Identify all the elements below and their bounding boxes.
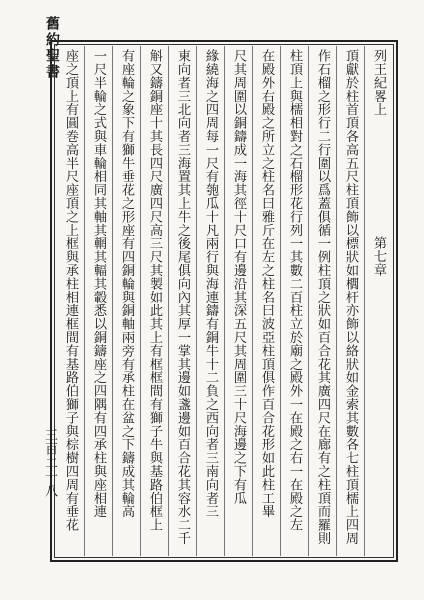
text-column: 柱頂上與檽相對之石榴形花行列一其數二百柱立於廟之殿外一在殿之右一在殿之左 [280, 46, 308, 556]
text-column: 東向者三北向者三海置其上牛之後尾俱向內其厚一掌其邊如盞邊如百合花其容水二千 [168, 46, 196, 556]
page-number: 三百二十八 [42, 428, 57, 498]
header-column [364, 46, 392, 556]
text-columns [56, 46, 392, 556]
text-column: 尺其周圍以銅鑄成一海其徑十尺口有邊沿其深五尺其周圍三十尺海邊之下有瓜 [224, 46, 252, 556]
text-column: 緣繞海之四周每一尺有匏瓜十凡兩行與海連鑄有銅牛十二負之西向者三南向者三 [196, 46, 224, 556]
text-column: 在殿外右殿之所立之柱名曰雅斤在左之柱名曰波亞柱頂俱作百合花形如此柱工畢 [252, 46, 280, 556]
text-column: 有座輪之象下有獅牛垂花之形座有四銅輪與銅軸兩旁有承柱在盆之下鑄成其輪高 [112, 46, 140, 556]
text-column: 座之頂上有圓巻高半尺座頂之上框與承柱相連框間有基路伯獅子與棕樹四周有垂花 [63, 49, 78, 532]
text-column: 一尺半輪之式與車輪相同其軸其輞其輻其轂悉以銅鑄座之四隅有四承柱與座相連 [84, 46, 112, 556]
text-column: 斛又鑄銅座十其長四尺廣四尺高三尺其製如此其上有框框間有獅子牛與基路伯框上 [140, 46, 168, 556]
book-name: 列王紀畧上 [371, 49, 386, 116]
book-title-banxin: 舊約聖書 [44, 16, 60, 80]
text-column: 作石榴之形行二行圍以爲蓋俱循一例柱頂之狀如百合花其廣四尺在廊有之柱頂而羅則 [308, 46, 336, 556]
chapter-label: 第七章 [371, 236, 386, 277]
text-column: 頂獻於柱首頂各高五尺柱頂飾以標狀如櫚杆亦飾以絡狀如金索其數各七柱頂檽上四周 [336, 46, 364, 556]
center-fold-column [18, 8, 60, 598]
